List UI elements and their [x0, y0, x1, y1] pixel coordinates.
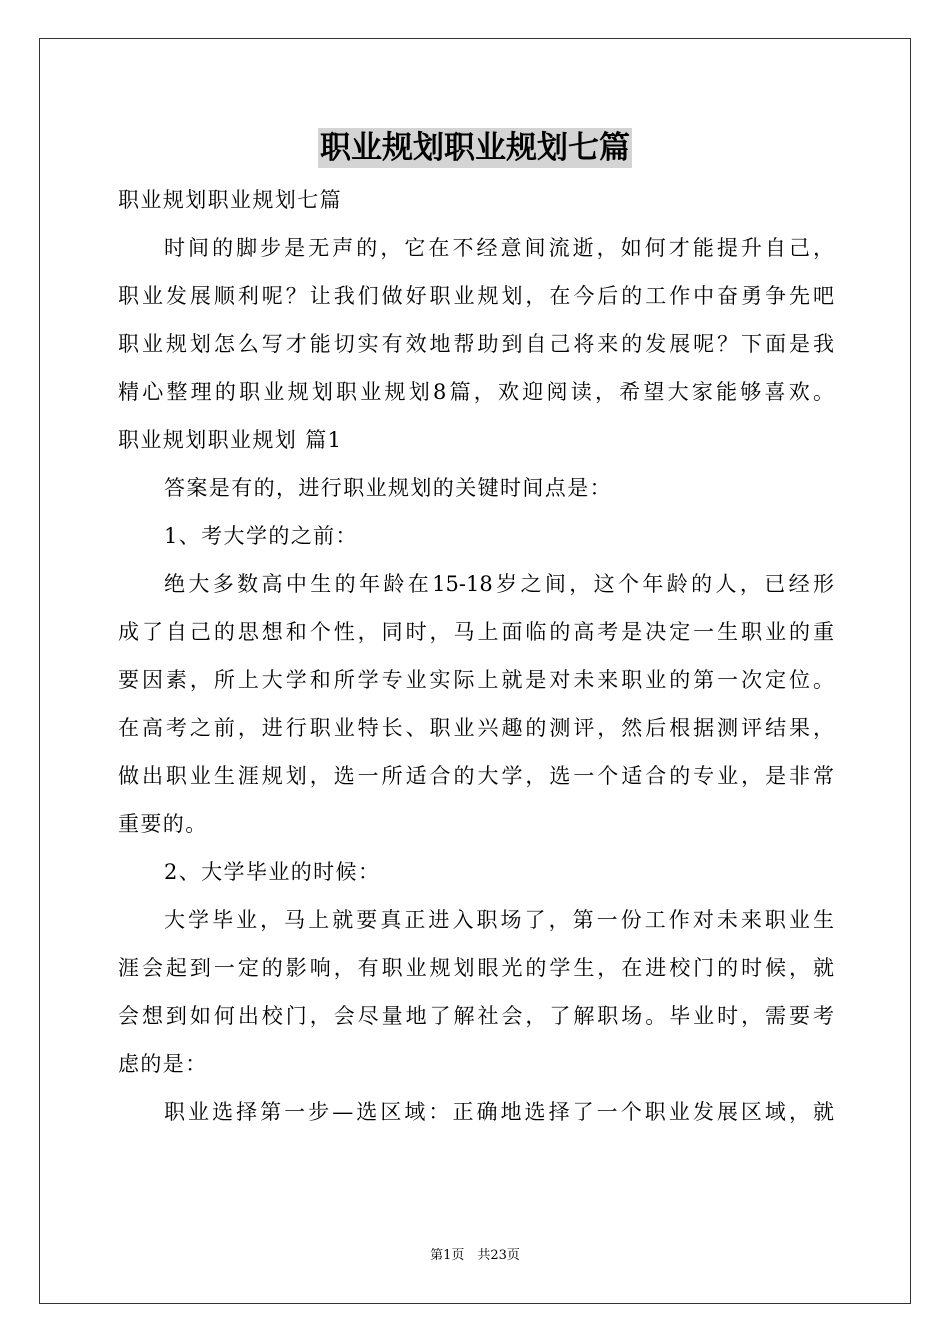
paragraph-line: 要因素，所上大学和所学专业实际上就是对未来职业的第一次定位。 — [118, 668, 834, 692]
paragraph-line: 大学毕业，马上就要真正进入职场了，第一份工作对未来职业生 — [164, 908, 834, 932]
paragraph-line: 做出职业生涯规划，选一所适合的大学，选一个适合的专业，是非常 — [118, 764, 834, 788]
title-wrap — [0, 128, 950, 168]
document-body — [118, 181, 834, 1131]
subtitle-line: 职业规划职业规划七篇 — [118, 188, 342, 212]
page-footer: 第1页 共23页 — [430, 1248, 520, 1263]
paragraph-line: 在高考之前，进行职业特长、职业兴趣的测评，然后根据测评结果， — [118, 716, 834, 740]
paragraph-line: 答案是有的，进行职业规划的关键时间点是： — [164, 476, 612, 500]
paragraph-line: 职业规划怎么写才能切实有效地帮助到自己将来的发展呢？下面是我 — [118, 332, 834, 356]
paragraph-line: 时间的脚步是无声的，它在不经意间流逝，如何才能提升自己， — [164, 236, 834, 260]
list-heading: 1、考大学的之前： — [164, 524, 358, 548]
paragraph-line: 职业发展顺利呢？让我们做好职业规划，在今后的工作中奋勇争先吧 — [118, 284, 834, 308]
paragraph-line: 精心整理的职业规划职业规划8篇，欢迎阅读，希望大家能够喜欢。 — [118, 380, 834, 404]
paragraph-line: 绝大多数高中生的年龄在15-18岁之间，这个年龄的人，已经形 — [164, 572, 834, 596]
list-heading: 2、大学毕业的时候： — [164, 860, 381, 884]
document-title: 职业规划职业规划七篇 — [320, 130, 630, 166]
paragraph-line: 成了自己的思想和个性，同时，马上面临的高考是决定一生职业的重 — [118, 620, 834, 644]
paragraph-line: 重要的。 — [118, 812, 208, 836]
paragraph-line: 会想到如何出校门，会尽量地了解社会，了解职场。毕业时，需要考 — [118, 1004, 834, 1028]
paragraph-line: 虑的是： — [118, 1052, 208, 1076]
section-heading: 职业规划职业规划 篇1 — [118, 428, 343, 452]
paragraph-line: 职业选择第一步—选区域：正确地选择了一个职业发展区域，就 — [164, 1100, 834, 1124]
paragraph-line: 涯会起到一定的影响，有职业规划眼光的学生，在进校门的时候，就 — [118, 956, 834, 980]
